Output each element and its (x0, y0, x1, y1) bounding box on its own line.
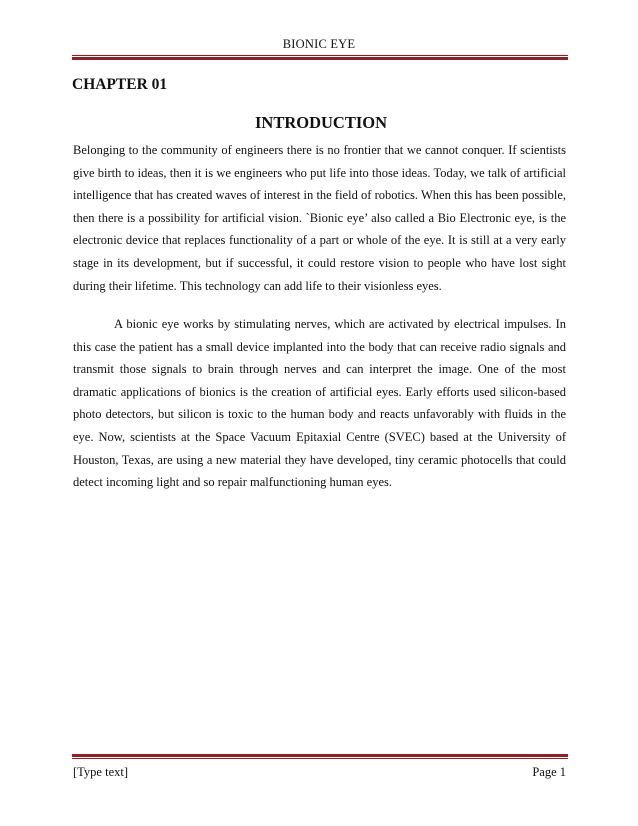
section-title: INTRODUCTION (254, 113, 388, 132)
chapter-label: CHAPTER 01 (72, 76, 168, 93)
header-rule-thick (72, 57, 568, 60)
footer-rule-thick (72, 754, 568, 757)
body-paragraph: A bionic eye works by stimulating nerves, which are activated by electrical impulses. In this case the patient has a small device implanted into the body that can receive radio signals and transmit those signals to brain through nerves and can interpret the image. One of the most dramatic applications of bionics is the creation of artificial eyes. Early efforts used silicon-based photo detectors, but silicon is toxic to the human body and reacts unfavorably with fluids in the eye. Now, scientists at the Space Vacuum Epitaxial Centre (SVEC) based at the University of Houston, Texas, are using a new material they have developed, tiny ceramic photocells that could detect incoming light and so repair malfunctioning human eyes. (73, 317, 566, 490)
page-header: BIONIC EYE (282, 37, 356, 51)
header-rule-thin (72, 55, 568, 56)
footer-placeholder-text: [Type text] (73, 765, 129, 779)
page-number: Page 1 (532, 765, 566, 779)
footer-rule-thin (72, 758, 568, 759)
body-paragraph: Belonging to the community of engineers there is no frontier that we cannot conquer. If scientists give birth to ideas, then it is we engineers who put life into those ideas. Today, we talk of artificial intelligence that has created waves of interest in the field of robotics. When this has been possible, then there is a possibility for artificial vision. `Bionic eye’ also called a Bio Electronic eye, is the electronic device that replaces functionality of a part or whole of the eye. It is still at a very early stage in its development, but if successful, it could restore vision to people who have lost sight during their lifetime. This technology can add life to their visionless eyes. (73, 143, 566, 293)
